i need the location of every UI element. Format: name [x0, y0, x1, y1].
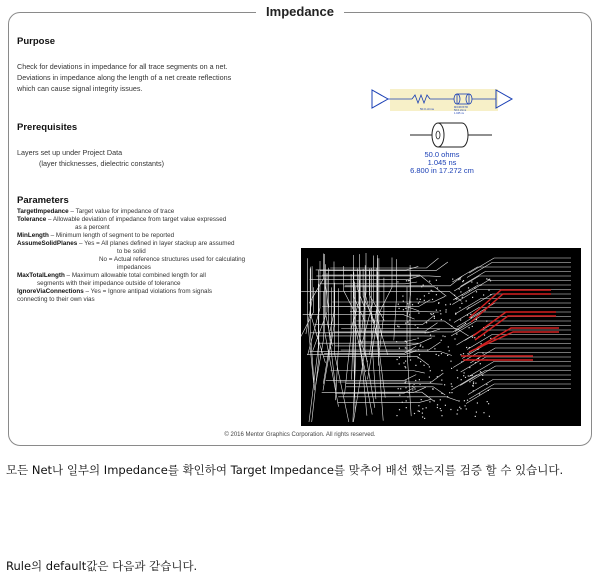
- panel-title: Impedance: [0, 4, 600, 19]
- tline-label-3: 1.045 ns: [454, 112, 464, 115]
- impedance-value: 50.0 ohms: [424, 150, 460, 159]
- length-value: 6.800 in 17.272 cm: [410, 166, 474, 175]
- transmission-line-diagram: [368, 86, 518, 186]
- driver-buffer-icon: [372, 90, 388, 108]
- prerequisites-heading: Prerequisites: [17, 122, 78, 133]
- copyright-notice: © 2016 Mentor Graphics Corporation. All rights reserved.: [224, 432, 376, 438]
- param-max-total-length: MaxTotalLength – Maximum allowable total combined length for all: [17, 272, 206, 279]
- rule-default-paragraph: Rule의 default값은 다음과 같습니다.: [6, 559, 198, 573]
- parameters-list: TargetImpedance – Target value for impedance of trace Tolerance – Allowable deviation of impedance from target value expressed as a percent MinLength – Minimum length of segment to be reported AssumeSolidPlanes – Yes = All planes defined in layer stackup are assumed to be solid No = Actual reference structures used for calculating impedances MaxTotalLength – Maximum allowable total combined length for all segments with their impedance outside of tolerance IgnoreViaConnections – Yes = Ignore antipad violations from signals connecting to their own vias: [17, 208, 246, 303]
- description-paragraph: 모든 Net나 일부의 Impedance를 확인하여 Target Impedance를 맞추어 배선 했는지를 검증 할 수 있습니다.: [6, 463, 564, 477]
- param-tolerance: Tolerance – Allowable deviation of impedance from target value expressed: [17, 216, 227, 223]
- param-target-impedance: TargetImpedance – Target value for impedance of trace: [17, 208, 175, 215]
- prerequisites-text: Layers set up under Project Data (layer thicknesses, dielectric constants): [17, 148, 165, 168]
- param-assume-solid-planes: AssumeSolidPlanes – Yes = All planes defined in layer stackup are assumed: [17, 240, 235, 247]
- diagram-highlight: [390, 89, 498, 111]
- tline-label-1: MICROSTR: [454, 106, 468, 109]
- purpose-text: Check for deviations in impedance for all trace segments on a net. Deviations in impedance along the length of a net create reflections which can cause signal integrity issues.: [17, 62, 232, 93]
- receiver-buffer-icon: [496, 90, 512, 108]
- tline-label-2: 50.0 ohms: [454, 109, 467, 112]
- parameters-heading: Parameters: [17, 195, 69, 206]
- param-ignore-via-connections: IgnoreViaConnections – Yes = Ignore antipad violations from signals: [17, 288, 213, 295]
- resistor-label: 50.0 ohms: [420, 107, 435, 111]
- param-min-length: MinLength – Minimum length of segment to be reported: [17, 232, 175, 239]
- pcb-layout-image: [301, 248, 581, 426]
- transmission-line-icon: [462, 123, 468, 147]
- purpose-heading: Purpose: [17, 36, 56, 47]
- delay-value: 1.045 ns: [427, 158, 457, 167]
